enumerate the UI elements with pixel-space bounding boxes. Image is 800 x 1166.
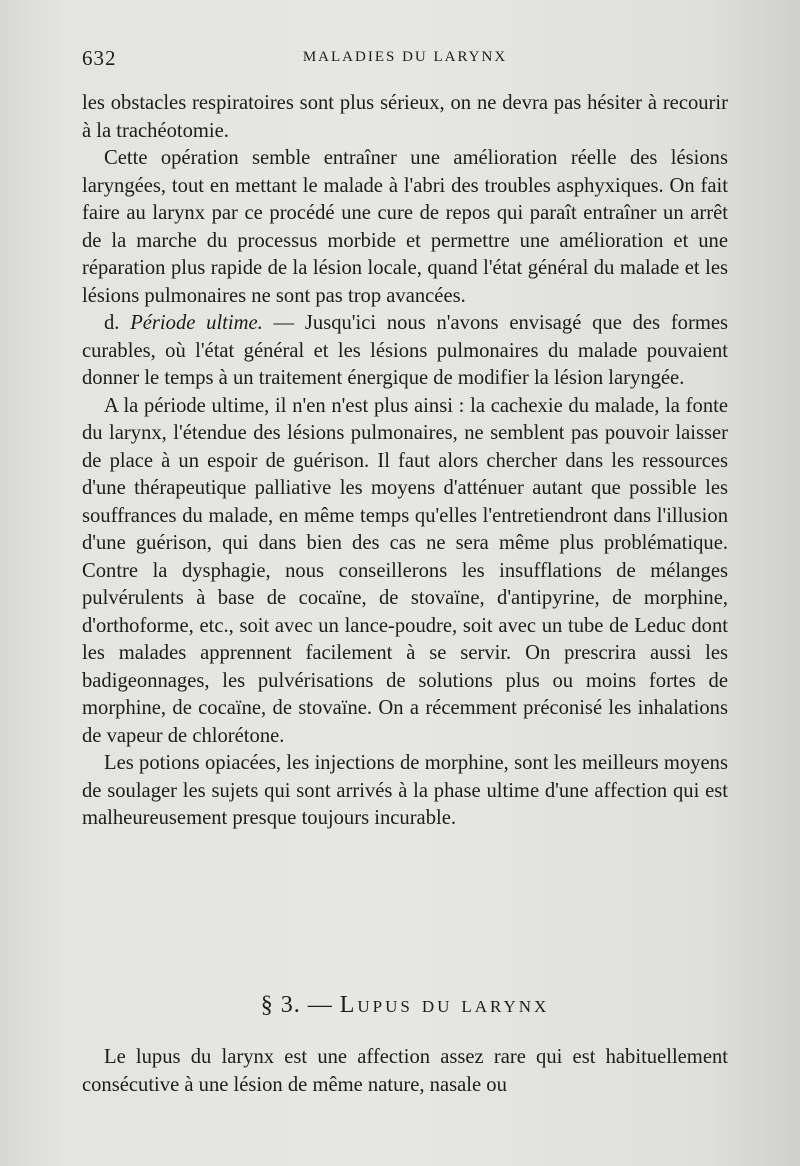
body-text (82, 90, 728, 833)
page-number: 632 (82, 46, 117, 70)
section-body (82, 1044, 728, 1099)
paragraph-5: Les potions opiacées, les injections de morphine, sont les meilleurs moyens de soulager les sujets qui sont arrivés à la phase ultime d'une affection qui est malheureusement presque toujours incurable. (82, 752, 728, 829)
paragraph-3-prefix: d. (104, 312, 131, 334)
period-ultime-lead: Période ultime. (130, 312, 263, 334)
paragraph-2: Cette opération semble entraîner une amélioration réelle des lésions laryngées, tout en mettant le malade à l'abri des troubles asphyxiques. On fait faire au larynx par ce procédé une cure de repos qui paraît entraîner un arrêt de la marche du processus morbide et permettre une amélioration et une réparation plus rapide de la lésion locale, quand l'état général du malade et les lésions pulmonaires ne sont pas trop avancées. (82, 147, 728, 307)
section-title: Lupus du larynx (339, 992, 550, 1018)
paragraph-1: les obstacles respiratoires sont plus sérieux, on ne devra pas hésiter à recourir à la trachéotomie. (82, 92, 728, 142)
section-heading (82, 992, 728, 1019)
running-header (82, 46, 728, 76)
section-dash: — (307, 992, 333, 1018)
running-title: MALADIES DU LARYNX (302, 49, 508, 65)
paragraph-3: d. Période ultime. — Jusqu'ici nous n'avons envisagé que des formes curables, où l'état général et les lésions pulmonaires du malade pouvaient donner le temps à un traitement énergique de modifier la lésion laryngée. (82, 312, 729, 389)
section-paragraph-1: Le lupus du larynx est une affection assez rare qui est habituellement consécutive à une lésion de même nature, nasale ou (82, 1046, 728, 1096)
paragraph-4: A la période ultime, il n'en n'est plus ainsi : la cachexie du malade, la fonte du larynx, l'étendue des lésions pulmonaires, ne semblent pas pouvoir laisser de place à un espoir de guérison. Il faut alors chercher dans les ressources d'une thérapeutique palliative les moyens d'atténuer autant que possible les souffrances du malade, en même temps qu'elles l'entretiendront dans l'illusion d'une guérison, qui dans bien des cas ne sera même plus problématique. Contre la dysphagie, nous conseillerons les insufflations de mélanges pulvérulents à base de cocaïne, de stovaïne, d'antipyrine, de morphine, d'orthoforme, etc., soit avec un lance-poudre, soit avec un tube de Leduc dont les malades apprennent facilement à se servir. On prescrira aussi les badigeonnages, les pulvérisations de solutions plus ou moins fortes de morphine, de cocaïne, de stovaïne. On a récemment préconisé les inhalations de vapeur de chlorétone. (82, 394, 728, 747)
section-number: § 3. (260, 992, 301, 1018)
